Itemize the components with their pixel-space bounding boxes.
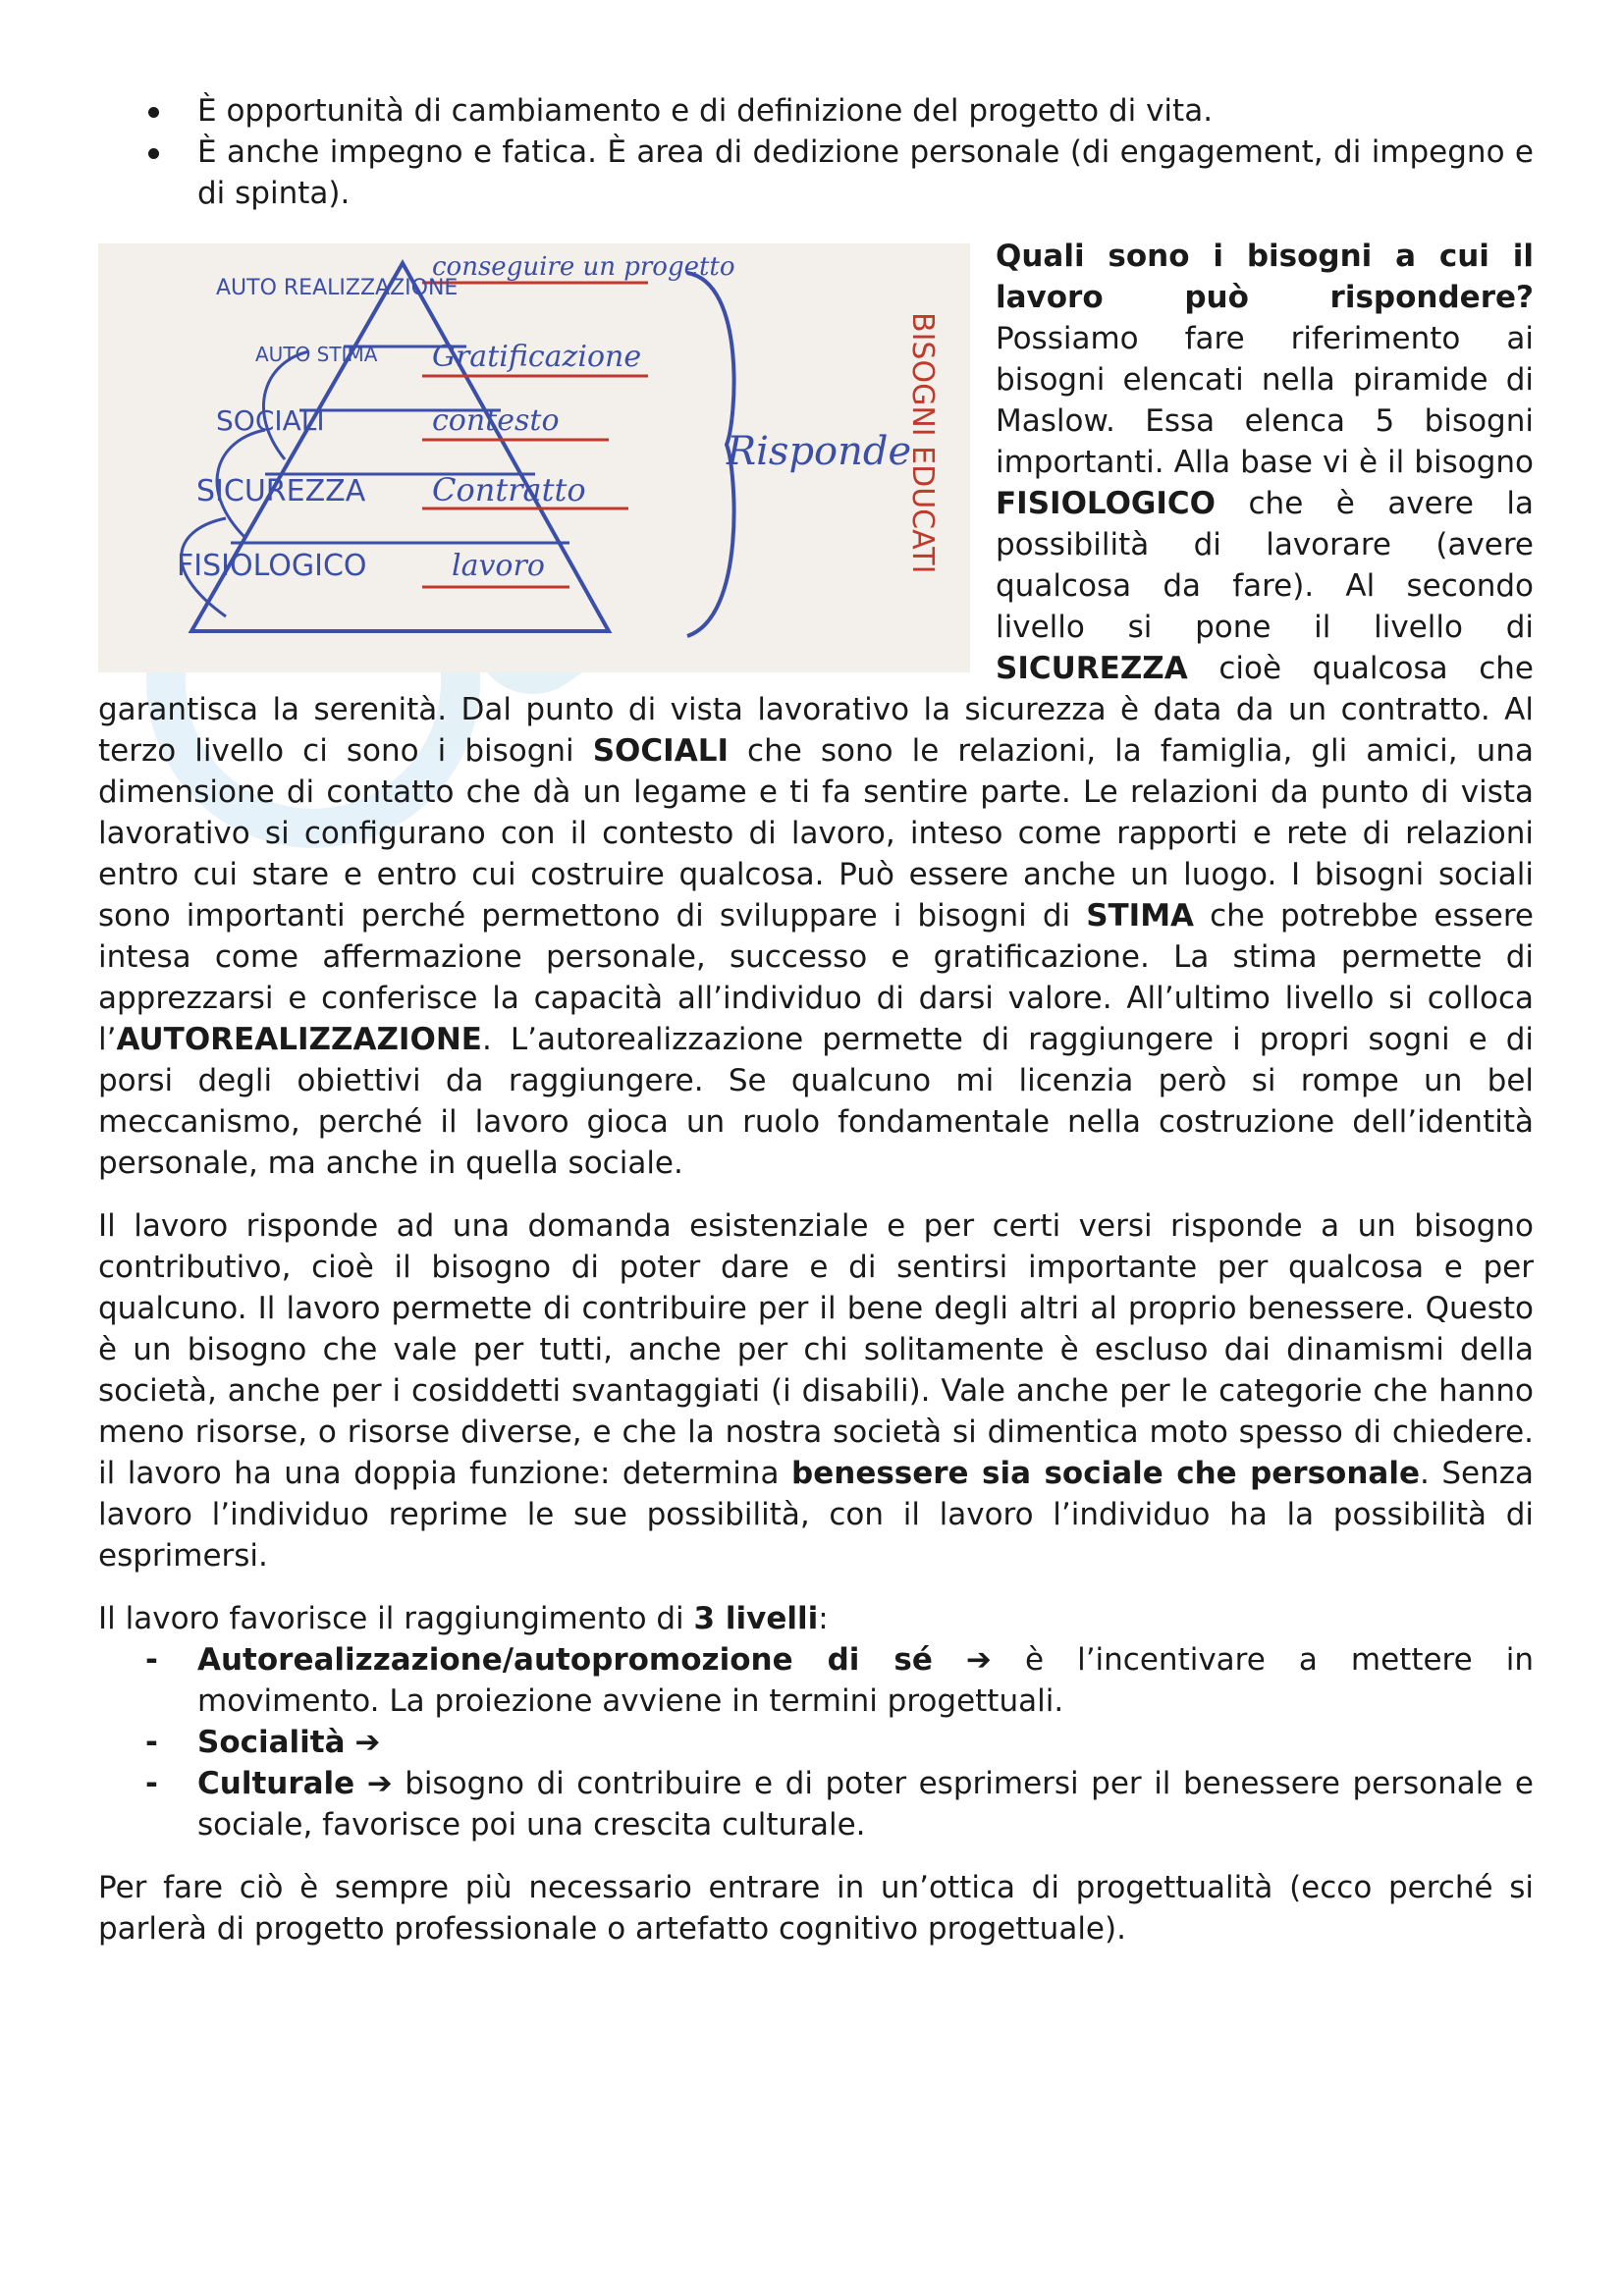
maslow-pyramid-photo (98, 243, 970, 672)
levels-list (98, 1639, 1534, 1845)
pyramid-label: SICUREZZA (196, 474, 366, 508)
pyramid-note: lavoro (452, 549, 545, 583)
pyramid-label: SOCIALI (216, 404, 325, 437)
side-label: Risponde (727, 429, 912, 474)
paragraph-contributive: Il lavoro risponde ad una domanda esistenziale e per certi versi risponde a un bisogno contributivo, cioè il bisogno di poter dare e di sentirsi importante per qualcosa e per qualcuno. Il lavoro permette di contribuire per il bene degli altri al proprio benessere. Questo è un bisogno che vale per tutti, anche per chi solitamente è escluso dai dinamismi della società, anche per i cosiddetti svantaggiati (i disabili). Vale anche per le categorie che hanno meno risorse, o risorse diverse, e che la nostra società si dimentica moto spesso di chiedere. il lavoro ha una doppia funzione: determina benessere sia sociale che personale. Senza lavoro l’individuo reprime le sue possibilità, con il lavoro l’individuo ha la possibilità di esprimersi. (98, 1208, 1534, 1574)
maslow-section (98, 236, 1534, 1184)
list-item: - Socialità ➔ (145, 1725, 381, 1760)
document-body (98, 90, 1534, 1949)
pyramid-label: AUTO REALIZZAZIONE (216, 276, 459, 300)
arrow-right-icon: ➔ (354, 1725, 381, 1760)
arrow-right-icon: ➔ (965, 1642, 992, 1678)
pyramid-label: FISIOLOGICO (177, 549, 367, 583)
pyramid-note: contesto (432, 403, 560, 438)
pyramid-label: AUTO STIMA (255, 343, 378, 366)
arrow-right-icon: ➔ (366, 1766, 393, 1801)
bullet-list (98, 90, 1534, 214)
list-item: - Autorealizzazione/autopromozione di sé ➔ è l’incentivare a mettere in movimento. La proiezione avviene in termini progettuali. (145, 1642, 1535, 1719)
pyramid-note: Contratto (432, 471, 586, 508)
paragraph-levels-intro: Il lavoro favorisce il raggiungimento di 3 livelli: (98, 1601, 829, 1636)
question-heading: Quali sono i bisogni a cui il lavoro può rispondere? (996, 239, 1534, 315)
whiteboard-drawing (98, 243, 970, 672)
pyramid-note: conseguire un progetto (432, 252, 735, 282)
list-item: È anche impegno e fatica. È area di dedizione personale (di engagement, di impegno e di spinta). (98, 132, 1534, 214)
paragraph-conclusion: Per fare ciò è sempre più necessario entrare in un’ottica di progettualità (ecco perché si parlerà di progetto professionale o artefatto cognitivo progettuale). (98, 1870, 1534, 1947)
maslow-paragraph: Quali sono i bisogni a cui il lavoro può rispondere? Possiamo fare riferimento ai bisogni elencati nella piramide di Maslow. Essa elenca 5 bisogni importanti. Alla base vi è il bisogno FISIOLOGICO che è avere la possibilità di lavorare (avere qualcosa da fare). Al secondo livello si pone il livello di SICUREZZA cioè qualcosa che garantisca la serenità. Dal punto di vista lavorativo la sicurezza è data da un contratto. Al terzo livello ci sono i bisogni SOCIALI che sono le relazioni, la famiglia, gli amici, una dimensione di contatto che dà un legame e ti fa sentire parte. Le relazioni da punto di vista lavorativo si configurano con il contesto di lavoro, inteso come rapporti e rete di relazioni entro cui stare e entro cui costruire qualcosa. Può essere anche un luogo. I bisogni sociali sono importanti perché permettono di sviluppare i bisogni di STIMA che potrebbe essere intesa come affermazione personale, successo e gratificazione. La stima permette di apprezzarsi e conferisce la capacità all’individuo di darsi valore. All’ultimo livello si colloca l’AUTOREALIZZAZIONE. L’autorealizzazione permette di raggiungere i propri sogni e di porsi degli obiettivi da raggiungere. Se qualcuno mi licenzia però si rompe un bel meccanismo, perché il lavoro gioca un ruolo fondamentale nella costruzione dell’identità personale, ma anche in quella sociale. (98, 239, 1534, 1181)
vertical-label: BISOGNI EDUCATI (905, 312, 940, 574)
list-item: - Culturale ➔ bisogno di contribuire e di poter esprimersi per il benessere personale e sociale, favorisce poi una crescita culturale. (145, 1766, 1534, 1842)
list-item: È opportunità di cambiamento e di definizione del progetto di vita. (98, 90, 1534, 132)
pyramid-note: Gratificazione (432, 340, 642, 374)
